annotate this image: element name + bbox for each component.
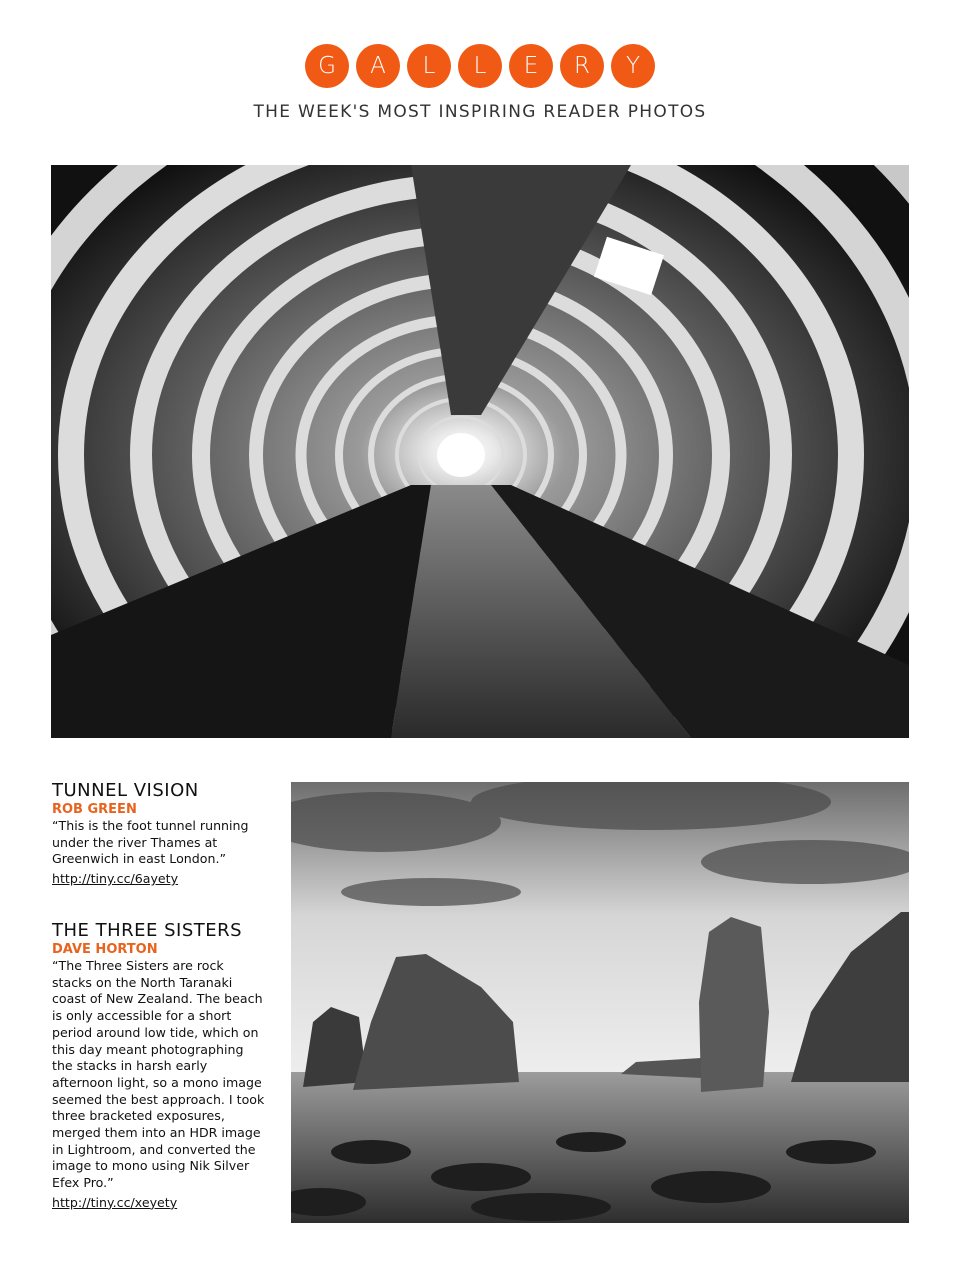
masthead: [0, 44, 960, 122]
caption-link[interactable]: http://tiny.cc/xeyety: [52, 1194, 178, 1210]
caption-link[interactable]: http://tiny.cc/6ayety: [52, 871, 179, 887]
tunnel-photo: [51, 165, 909, 738]
caption-description: “The Three Sisters are rock stacks on the North Taranaki coast of New Zealand. The beach is only accessible for a short period around low tide, which on this day meant photographing the stacks in harsh early afternoon light, so a mono image seemed the best approach. I took three bracketed exposures, merged them into an HDR image in Lightroom, and converted the image to mono using Nik Silver Efex Pro.”: [52, 958, 265, 1191]
gallery-letter: L: [458, 44, 502, 88]
tagline: THE WEEK'S MOST INSPIRING READER PHOTOS: [253, 102, 707, 122]
gallery-letter: L: [407, 44, 451, 88]
gallery-letter: R: [560, 44, 604, 88]
three-sisters-photo: [291, 782, 909, 1223]
gallery-title: [0, 44, 960, 88]
caption-description: “This is the foot tunnel running under the river Thames at Greenwich in east London.”: [52, 818, 249, 867]
caption-author: DAVE HORTON: [52, 942, 158, 957]
gallery-letter: A: [356, 44, 400, 88]
caption-title: TUNNEL VISION: [52, 780, 199, 801]
gallery-letter: E: [509, 44, 553, 88]
gallery-letter: Y: [611, 44, 655, 88]
caption-title: THE THREE SISTERS: [52, 920, 243, 941]
caption-tunnel-vision: [52, 780, 266, 888]
caption-author: ROB GREEN: [52, 802, 137, 817]
caption-three-sisters: [52, 920, 266, 1212]
gallery-letter: G: [305, 44, 349, 88]
